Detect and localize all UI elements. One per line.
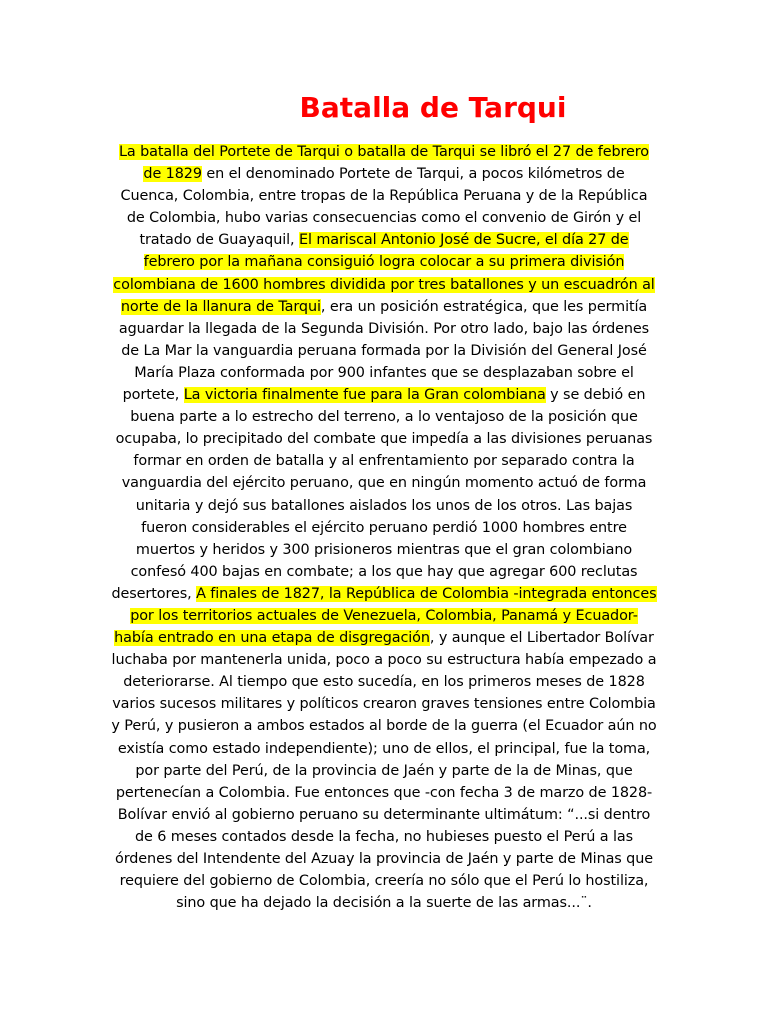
body-text: unitaria y dejó sus batallones aislados los unos de los otros. Las bajas <box>135 497 633 514</box>
paragraph-line <box>100 251 668 273</box>
paragraph-line <box>100 406 668 428</box>
body-text: buena parte a lo estrecho del terreno, a lo ventajoso de la posición que <box>130 409 638 426</box>
body-text: , era un posición estratégica, que les permitía <box>320 298 648 315</box>
body-text: fueron considerables el ejército peruano perdió 1000 hombres entre <box>141 519 627 536</box>
paragraph-line <box>100 495 668 517</box>
body-text: tratado de Guayaquil, <box>139 232 299 249</box>
body-text: pertenecían a Colombia. Fue entonces que -con fecha 3 de marzo de 1828- <box>115 784 653 801</box>
highlighted-text: A finales de 1827, la República de Colombia -integrada entonces <box>196 585 657 602</box>
body-text: ocupaba, lo precipitado del combate que impedía a las divisiones peruanas <box>115 431 653 448</box>
paragraph-line <box>100 163 668 185</box>
highlighted-text: había entrado en una etapa de disgregación <box>114 630 430 647</box>
body-text: de Colombia, hubo varias consecuencias como el convenio de Girón y el <box>126 210 642 227</box>
body-text: portete, <box>122 387 184 404</box>
body-text: de 6 meses contados desde la fecha, no hubieses puesto el Perú a las <box>135 828 633 845</box>
body-text: Bolívar envió al gobierno peruano su determinante ultimátum: “...si dentro <box>117 806 651 823</box>
body-text: vanguardia del ejército peruano, que en ningún momento actuó de forma <box>121 475 647 492</box>
paragraph-line <box>100 561 668 583</box>
body-text: deteriorarse. Al tiempo que esto sucedía, en los primeros meses de 1828 <box>123 674 645 691</box>
paragraph-line <box>100 141 668 163</box>
paragraph-line <box>100 892 668 914</box>
paragraph-line <box>100 826 668 848</box>
body-text: aguardar la llegada de la Segunda División. Por otro lado, bajo las órdenes <box>118 320 650 337</box>
body-text: formar en orden de batalla y al enfrentamiento por separado contra la <box>133 453 635 470</box>
body-text: desertores, <box>111 585 197 602</box>
document-title: Batalla de Tarqui <box>299 91 567 124</box>
paragraph-line <box>100 693 668 715</box>
body-text: confesó 400 bajas en combate; a los que hay que agregar 600 reclutas <box>130 563 638 580</box>
paragraph-line <box>100 229 668 251</box>
paragraph-line <box>100 649 668 671</box>
highlighted-text: La victoria finalmente fue para la Gran colombiana <box>183 387 546 404</box>
document-body <box>100 141 668 914</box>
paragraph-line <box>100 296 668 318</box>
paragraph-line <box>100 738 668 760</box>
paragraph-line <box>100 318 668 340</box>
paragraph-line <box>100 185 668 207</box>
paragraph-line <box>100 870 668 892</box>
highlighted-text: febrero por la mañana consiguió logra colocar a su primera división <box>143 254 625 271</box>
body-text: y Perú, y pusieron a ambos estados al borde de la guerra (el Ecuador aún no <box>111 718 657 735</box>
paragraph-line <box>100 274 668 296</box>
body-text: luchaba por mantenerla unida, poco a poco su estructura había empezado a <box>111 652 657 669</box>
highlighted-text: colombiana de 1600 hombres dividida por tres batallones y un escuadrón al <box>113 276 655 293</box>
paragraph-line <box>100 428 668 450</box>
highlighted-text: norte de la llanura de Tarqui <box>120 298 321 315</box>
paragraph-line <box>100 340 668 362</box>
body-text: Cuenca, Colombia, entre tropas de la República Peruana y de la República <box>120 188 648 205</box>
paragraph-line <box>100 804 668 826</box>
paragraph-line <box>100 362 668 384</box>
paragraph-line <box>100 583 668 605</box>
paragraph-line <box>100 517 668 539</box>
highlighted-text: La batalla del Portete de Tarqui o batalla de Tarqui se libró el 27 de febrero <box>119 144 649 160</box>
highlighted-text: de 1829 <box>143 166 202 183</box>
paragraph-line <box>100 671 668 693</box>
paragraph-line <box>100 605 668 627</box>
body-text: por parte del Perú, de la provincia de Jaén y parte de la de Minas, que <box>135 762 633 779</box>
paragraph-line <box>100 782 668 804</box>
paragraph-line <box>100 760 668 782</box>
paragraph-line <box>100 627 668 649</box>
highlighted-text: El mariscal Antonio José de Sucre, el día 27 de <box>298 232 629 249</box>
body-text: existía como estado independiente); uno de ellos, el principal, fue la toma, <box>117 740 651 757</box>
paragraph-line <box>100 715 668 737</box>
body-text: de La Mar la vanguardia peruana formada por la División del General José <box>121 342 647 359</box>
body-text: en el denominado Portete de Tarqui, a pocos kilómetros de <box>201 166 625 183</box>
body-text: , y aunque el Libertador Bolívar <box>429 630 654 647</box>
body-text: varios sucesos militares y políticos crearon graves tensiones entre Colombia <box>112 696 656 713</box>
body-text: muertos y heridos y 300 prisioneros mientras que el gran colombiano <box>135 541 633 558</box>
paragraph-line <box>100 384 668 406</box>
paragraph-line <box>100 848 668 870</box>
body-text: órdenes del Intendente del Azuay la provincia de Jaén y parte de Minas que <box>115 851 653 867</box>
body-text: María Plaza conformada por 900 infantes que se desplazaban sobre el <box>134 364 634 381</box>
body-text: requiere del gobierno de Colombia, creería no sólo que el Perú lo hostiliza, <box>119 873 649 890</box>
paragraph-line <box>100 539 668 561</box>
highlighted-text: por los territorios actuales de Venezuela, Colombia, Panamá y Ecuador- <box>130 607 638 624</box>
paragraph-line <box>100 450 668 472</box>
paragraph-line <box>100 207 668 229</box>
paragraph-line <box>100 472 668 494</box>
body-text: sino que ha dejado la decisión a la suerte de las armas...¨. <box>176 895 592 912</box>
body-text: y se debió en <box>545 387 646 404</box>
